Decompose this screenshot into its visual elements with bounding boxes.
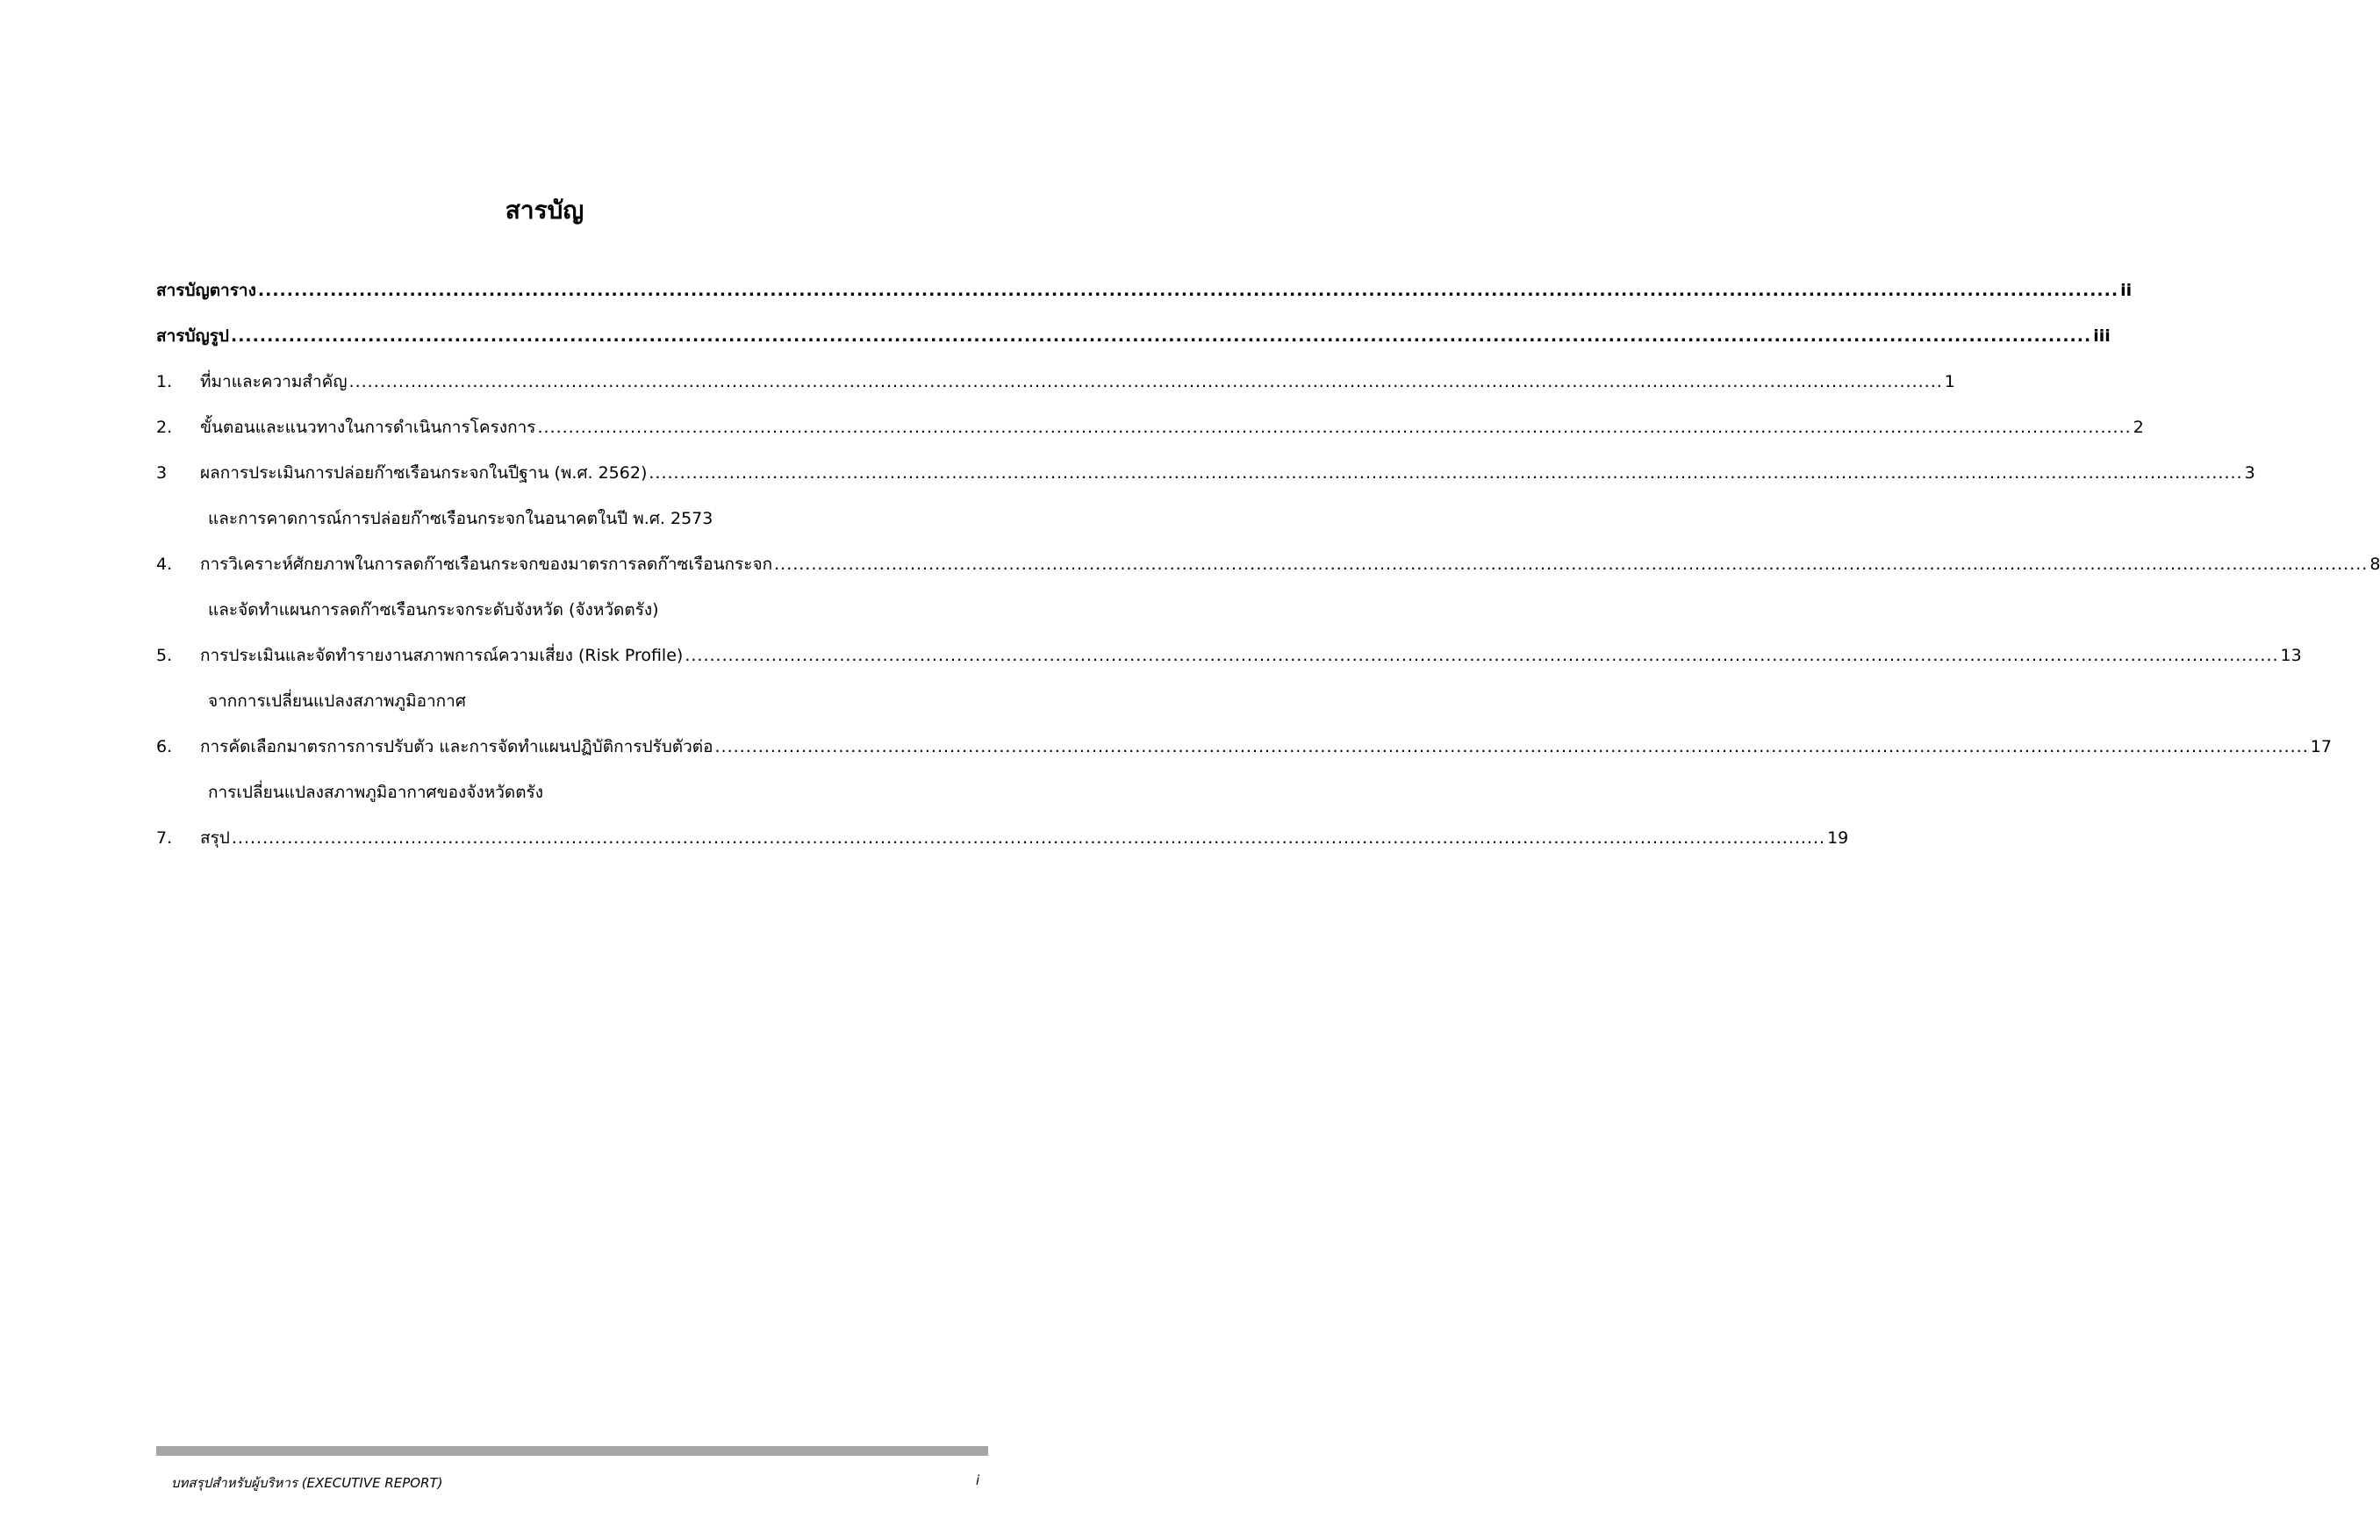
dot-leader xyxy=(349,359,1943,405)
toc-entry-number: 1. xyxy=(156,372,173,391)
toc-entry-6[interactable] xyxy=(156,724,2332,815)
toc-entry-list-of-tables[interactable] xyxy=(156,268,2133,313)
footer-page-number: i xyxy=(976,1472,980,1488)
toc-entry-title: สารบัญรูป xyxy=(156,326,229,346)
toc-entry-list-of-figures[interactable] xyxy=(156,313,2111,359)
toc-entry-1[interactable] xyxy=(156,359,1955,405)
toc-entry-page: 8 xyxy=(2369,555,2380,574)
toc-entry-page: 2 xyxy=(2133,418,2144,437)
toc-entry-4[interactable] xyxy=(156,541,2380,633)
dot-leader xyxy=(715,724,2309,770)
toc-entry-title: ผลการประเมินการปล่อยก๊าซเรือนกระจกในปีฐาน (พ.ศ. 2562) xyxy=(200,463,648,483)
toc-entry-7[interactable] xyxy=(156,815,1849,861)
toc-entry-continuation: การเปลี่ยนแปลงสภาพภูมิอากาศของจังหวัดตรัง xyxy=(208,783,544,802)
toc-entry-number: 4. xyxy=(156,555,173,574)
dot-leader xyxy=(685,633,2278,678)
dot-leader xyxy=(258,268,2118,313)
toc-entry-title: ขั้นตอนและแนวทางในการดำเนินการโครงการ xyxy=(200,418,536,437)
toc-entry-title: สรุป xyxy=(200,828,230,848)
toc-entry-number: 3 xyxy=(156,463,168,483)
dot-leader xyxy=(231,313,2091,359)
toc-entry-title: ที่มาและความสำคัญ xyxy=(200,372,348,391)
page-title: สารบัญ xyxy=(505,196,584,225)
dot-leader xyxy=(537,405,2131,450)
dot-leader xyxy=(649,450,2242,496)
toc-entry-title: การคัดเลือกมาตรการการปรับตัว และการจัดทำแผนปฏิบัติการปรับตัวต่อ xyxy=(200,737,713,756)
toc-entry-page: ii xyxy=(2120,281,2133,300)
toc-entry-continuation: และจัดทำแผนการลดก๊าซเรือนกระจกระดับจังหวัด (จังหวัดตรัง) xyxy=(208,600,659,620)
toc-entry-title: การประเมินและจัดทำรายงานสภาพการณ์ความเสี่ยง (Risk Profile) xyxy=(200,646,684,665)
dot-leader xyxy=(774,541,2368,587)
toc-entry-number: 5. xyxy=(156,646,173,665)
toc-entry-5[interactable] xyxy=(156,633,2302,724)
toc-entry-page: 19 xyxy=(1827,828,1849,848)
table-of-contents xyxy=(156,268,2380,861)
toc-entry-page: 3 xyxy=(2244,463,2255,483)
footer-divider xyxy=(156,1446,988,1456)
toc-entry-3[interactable] xyxy=(156,450,2255,541)
toc-entry-page: 1 xyxy=(1944,372,1955,391)
toc-entry-page: iii xyxy=(2093,326,2111,346)
toc-entry-page: 17 xyxy=(2310,737,2332,756)
toc-entry-title: สารบัญตาราง xyxy=(156,281,256,300)
toc-entry-number: 2. xyxy=(156,418,173,437)
footer-report-title: บทสรุปสำหรับผู้บริหาร (EXECUTIVE REPORT) xyxy=(171,1475,443,1491)
toc-entry-title: การวิเคราะห์ศักยภาพในการลดก๊าซเรือนกระจกของมาตรการลดก๊าซเรือนกระจก xyxy=(200,555,773,574)
toc-entry-number: 6. xyxy=(156,737,173,756)
toc-entry-continuation: จากการเปลี่ยนแปลงสภาพภูมิอากาศ xyxy=(208,691,466,711)
toc-entry-number: 7. xyxy=(156,828,173,848)
toc-entry-continuation: และการคาดการณ์การปล่อยก๊าซเรือนกระจกในอนาคตในปี พ.ศ. 2573 xyxy=(208,509,713,528)
dot-leader xyxy=(232,815,1825,861)
toc-entry-page: 13 xyxy=(2280,646,2302,665)
toc-entry-2[interactable] xyxy=(156,405,2144,450)
